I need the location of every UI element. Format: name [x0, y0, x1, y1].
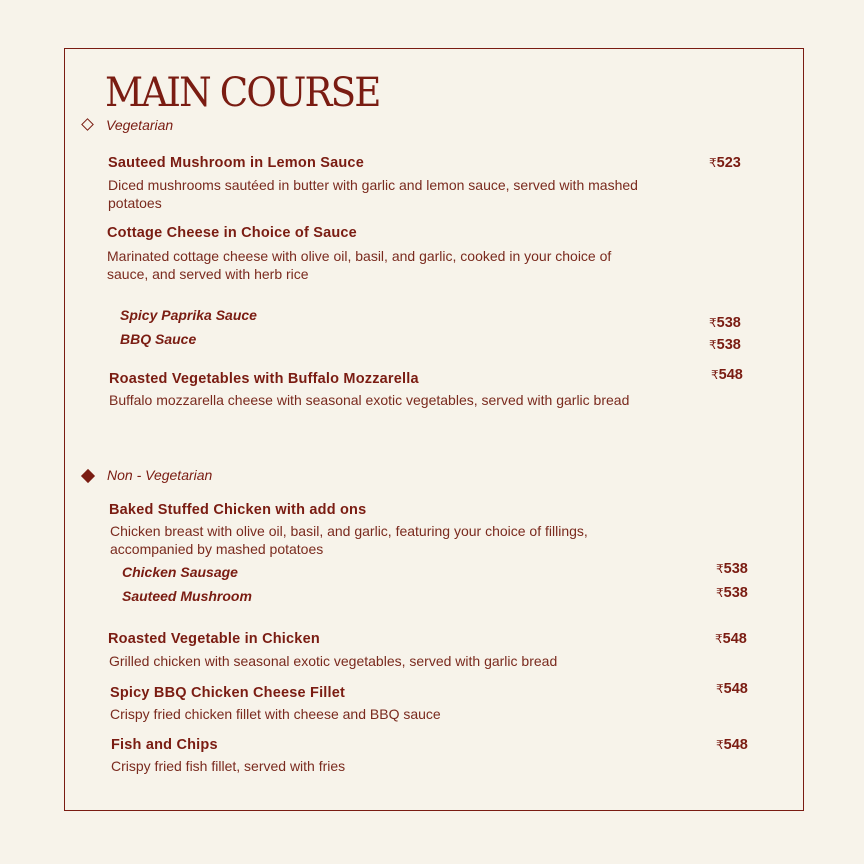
item-price: ₹548	[716, 681, 748, 697]
option-price: ₹538	[716, 561, 748, 577]
item-description: Crispy fried fish fillet, served with fries	[111, 758, 346, 774]
item-name: Baked Stuffed Chicken with add ons	[109, 502, 367, 518]
option-name: Chicken Sausage	[122, 564, 238, 580]
item-price: ₹523	[709, 155, 741, 171]
rupee-icon: ₹	[709, 156, 717, 170]
item-name: Spicy BBQ Chicken Cheese Fillet	[110, 685, 346, 701]
option-name: BBQ Sauce	[120, 331, 197, 347]
item-price: ₹548	[716, 737, 748, 753]
option-name: Spicy Paprika Sauce	[120, 307, 257, 323]
item-name: Fish and Chips	[111, 737, 218, 753]
item-description: Diced mushrooms sautéed in butter with garlic and lemon sauce, served with mashed potatoes	[108, 177, 638, 211]
item-description: Grilled chicken with seasonal exotic vegetables, served with garlic bread	[109, 653, 558, 669]
item-description: Buffalo mozzarella cheese with seasonal exotic vegetables, served with garlic bread	[109, 392, 630, 408]
option-price: ₹538	[716, 585, 748, 601]
item-price: ₹548	[711, 367, 743, 383]
option-name: Sauteed Mushroom	[122, 588, 252, 604]
item-description: Chicken breast with olive oil, basil, and garlic, featuring your choice of fillings, accompanied by mashed potatoes	[110, 523, 588, 557]
section-label-veg: Vegetarian	[106, 117, 174, 133]
item-name: Roasted Vegetables with Buffalo Mozzarella	[109, 371, 419, 387]
item-description: Marinated cottage cheese with olive oil, basil, and garlic, cooked in your choice of sauce, and served with herb rice	[107, 248, 612, 282]
item-name: Roasted Vegetable in Chicken	[108, 631, 320, 647]
option-price: ₹538	[709, 337, 741, 353]
item-name: Sauteed Mushroom in Lemon Sauce	[108, 155, 364, 171]
item-description: Crispy fried chicken fillet with cheese and BBQ sauce	[110, 706, 441, 722]
item-name: Cottage Cheese in Choice of Sauce	[107, 225, 357, 241]
item-price: ₹548	[715, 631, 747, 647]
option-price: ₹538	[709, 315, 741, 331]
section-label-nonveg: Non - Vegetarian	[107, 467, 213, 483]
page-title: MAIN COURSE	[105, 70, 380, 116]
